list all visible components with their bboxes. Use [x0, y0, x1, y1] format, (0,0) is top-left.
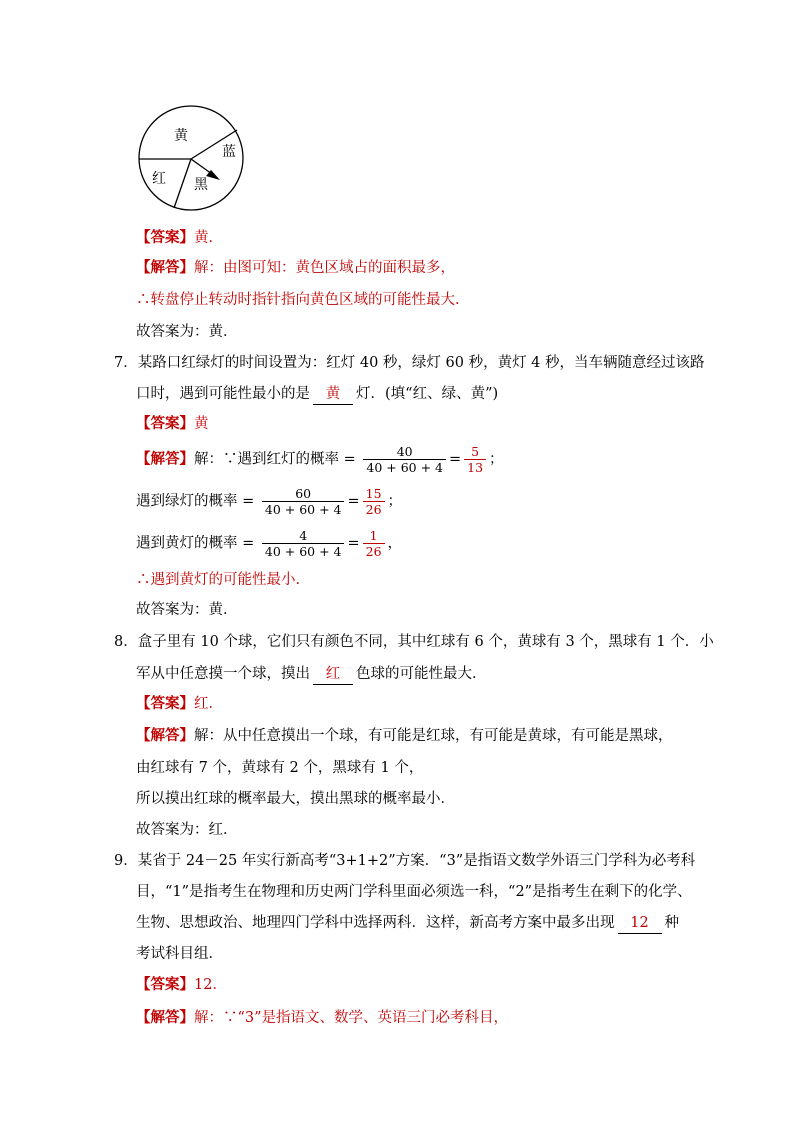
q9-blank: 12 — [618, 913, 662, 934]
fraction-denominator: 40 + 60 + 4 — [264, 502, 342, 517]
fraction-denominator: 40 + 60 + 4 — [366, 460, 443, 475]
spinner-divider-lower — [174, 159, 191, 208]
q7-blank: 黄 — [313, 384, 353, 405]
equals-sign: = — [448, 451, 462, 468]
q6-answer-line — [136, 228, 223, 248]
q7-number: 7． — [114, 355, 138, 371]
q8-question-line2 — [136, 664, 487, 685]
sector-label-yellow: 黄 — [174, 128, 188, 144]
fraction-denominator: 26 — [365, 544, 382, 559]
comma: ， — [387, 535, 403, 552]
solution-tag: 【解答】 — [136, 259, 194, 276]
q7-red-prefix: 解：∵遇到红灯的概率 = — [194, 451, 356, 468]
fraction-numerator: 1 — [363, 528, 385, 544]
sector-label-red: 红 — [152, 171, 166, 187]
equals-sign: = — [347, 535, 360, 552]
sector-label-black: 黑 — [194, 177, 208, 193]
q7-red-prob-line — [136, 444, 504, 475]
fraction-numerator: 40 — [363, 444, 446, 460]
equals-sign: = — [347, 493, 360, 510]
fraction-numerator: 4 — [262, 528, 345, 544]
q9-question-line3 — [136, 913, 679, 934]
q7-text1: 某路口红绿灯的时间设置为：红灯 40 秒，绿灯 60 秒，黄灯 4 秒，当车辆随意经过该路 — [137, 355, 705, 371]
q8-answer-line — [136, 694, 223, 714]
q7-red-fraction — [363, 444, 446, 475]
answer-tag: 【答案】 — [136, 695, 194, 712]
q8-number: 8． — [114, 634, 138, 650]
q7-text2b: 灯．(填“红、绿、黄”) — [356, 386, 499, 402]
q7-green-prob-line — [136, 486, 402, 517]
q7-question-line2 — [136, 384, 498, 405]
solution-tag: 【解答】 — [136, 450, 194, 468]
q8-solution-line3: 所以摸出红球的概率最大，摸出黑球的概率最小． — [136, 791, 455, 807]
answer-tag: 【答案】 — [136, 976, 194, 993]
q7-green-fraction — [262, 486, 345, 517]
solution-tag: 【解答】 — [136, 1009, 194, 1026]
q8-text2b: 色球的可能性最大． — [356, 666, 487, 682]
q7-yellow-fraction — [262, 528, 345, 559]
q8-blank: 红 — [313, 664, 353, 685]
semicolon: ； — [387, 493, 403, 510]
q9-question-line1 — [114, 851, 695, 871]
q6-solution-line2: ∴转盘停止转动时指针指向黄色区域的可能性最大. — [136, 292, 460, 308]
q8-answer: 红． — [194, 696, 223, 712]
q7-text2a: 口时，遇到可能性最小的是 — [136, 386, 310, 402]
q7-yellow-result-fraction — [363, 528, 385, 559]
answer-tag: 【答案】 — [136, 415, 194, 432]
semicolon: ； — [489, 451, 504, 468]
q9-text3: 生物、思想政治、地理四门学科中选择两科．这样，新高考方案中最多出现 — [136, 915, 615, 931]
q6-solution-line1 — [136, 258, 455, 278]
fraction-numerator: 60 — [262, 486, 345, 502]
q6-solution-final: 故答案为：黄． — [136, 324, 238, 340]
q7-green-prefix: 遇到绿灯的概率 = — [136, 493, 255, 510]
spinner-diagram — [132, 100, 252, 216]
q7-yellow-prob-line — [136, 528, 402, 559]
spinner-pointer — [191, 159, 212, 174]
q9-answer: 12． — [194, 977, 227, 993]
q7-final: 故答案为：黄． — [136, 602, 238, 618]
q9-number: 9． — [114, 853, 138, 869]
q8-question-line1 — [114, 632, 714, 652]
q9-question-line4: 考试科目组． — [136, 946, 223, 962]
fraction-denominator: 26 — [365, 502, 382, 517]
q8-solution-line2: 由红球有 7 个，黄球有 2 个，黑球有 1 个， — [136, 760, 424, 776]
q8-text2a: 军从中任意摸一个球，摸出 — [136, 666, 310, 682]
q9-question-line2: 目，“1”是指考生在物理和历史两门学科里面必须选一科，“2”是指考生在剩下的化学、 — [136, 884, 692, 900]
q9-solution-line1 — [136, 1008, 508, 1028]
q9-answer-line — [136, 975, 227, 995]
answer-tag: 【答案】 — [136, 229, 194, 246]
q8-solution-text1: 解：从中任意摸出一个球，有可能是红球，有可能是黄球，有可能是黑球， — [194, 728, 673, 744]
q7-conclusion: ∴遇到黄灯的可能性最小. — [136, 572, 301, 588]
q6-answer: 黄． — [194, 230, 223, 246]
q7-answer-line — [136, 414, 209, 434]
q7-question-line1 — [114, 353, 705, 373]
q9-text3b: 种 — [664, 915, 679, 931]
sector-label-blue: 蓝 — [222, 144, 236, 160]
q8-final: 故答案为：红． — [136, 822, 238, 838]
q8-solution-line1 — [136, 726, 673, 746]
q6-solution-text1: 解：由图可知：黄色区域占的面积最多， — [194, 260, 455, 276]
q9-text1: 某省于 24－25 年实行新高考“3+1+2”方案．“3”是指语文数学外语三门学科为必考科 — [137, 853, 696, 869]
q7-green-result-fraction — [363, 486, 385, 517]
fraction-denominator: 40 + 60 + 4 — [264, 544, 342, 559]
q7-answer: 黄 — [194, 416, 209, 432]
q8-text1: 盒子里有 10 个球，它们只有颜色不同，其中红球有 6 个，黄球有 3 个，黑球有 1 个．小 — [137, 634, 714, 650]
fraction-denominator: 13 — [467, 460, 484, 475]
q7-red-result-fraction — [464, 444, 486, 475]
solution-tag: 【解答】 — [136, 727, 194, 744]
fraction-numerator: 15 — [363, 486, 385, 502]
q9-solution-text1: 解：∵“3”是指语文、数学、英语三门必考科目， — [194, 1010, 509, 1026]
q7-yellow-prefix: 遇到黄灯的概率 = — [136, 535, 255, 552]
fraction-numerator: 5 — [464, 444, 486, 460]
